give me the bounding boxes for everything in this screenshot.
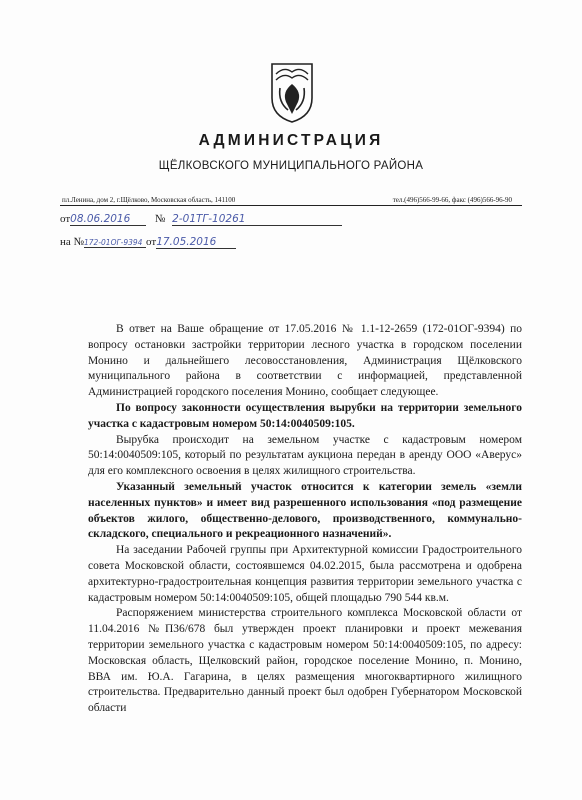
paragraph: Распоряжением министерства строительного комплекса Московской области от 11.04.2016 №П36/678 был утвержден проект планировки и проект межевания территории земельного участка с кадастровым номером 50:14:0040509:105, по адресу: Московская область, Щелковский район, городское поселение Монино, п. Монино, ВВА им. Ю.А. Гагарина, в целях размещения многоквартирного жилищного строительства. Предварительно данный проект был одобрен Губернатором Московской области (88, 607, 522, 715)
address-line: пл.Ленина, дом 2, г.Щёлково, Московская область, 141100 (62, 196, 236, 204)
number-label: № (154, 213, 166, 225)
to-label: на № (60, 236, 85, 248)
page-subtitle: ЩЁЛКОВСКОГО МУНИЦИПАЛЬНОГО РАЙОНА (158, 160, 424, 172)
outgoing-number: 2-01ТГ-10261 (172, 213, 342, 226)
paragraph-bold: Указанный земельный участок относится к категории земель «земли населенных пунктов» и имеет вид разрешенного использования «под размещение объектов жилого, общественно-делового, производственного, коммунально-складского, специального и рекреационного назначений». (88, 480, 522, 541)
header-divider (60, 205, 522, 206)
paragraph: Вырубка происходит на земельном участке с кадастровым номером 50:14:0040509:105, который по результатам аукциона передан в аренду ООО «Аверус» для его комплексного освоения в целях жилищного строительства. (88, 433, 522, 478)
paragraph: На заседании Рабочей группы при Архитектурной комиссии Градостроительного совета Московской области, состоявшемся 04.02.2015, была рассмотрена и одобрена архитектурно-градостроительная концепция развития территории земельного участка с кадастровым номером 50:14:0040509:105, общей площадью 790 544 кв.м. (88, 544, 522, 604)
outgoing-date: 08.06.2016 (70, 213, 146, 226)
phone-line: тел.(496)566-99-66, факс (496)566-96-90 (392, 196, 512, 204)
page-title: АДМИНИСТРАЦИЯ (198, 132, 384, 149)
to-from-label: от (146, 236, 157, 248)
incoming-date: 17.05.2016 (156, 236, 236, 249)
letter-body (88, 322, 522, 717)
outgoing-reference (60, 213, 342, 226)
incoming-number: 172-01ОГ-9394 (84, 238, 146, 248)
coat-of-arms-emblem (268, 62, 316, 124)
paragraph-heading: По вопросу законности осуществления вырубки на территории земельного участка с кадастровым номером 50:14:0040509:105. (88, 401, 522, 430)
incoming-reference (60, 236, 236, 249)
from-label: от (60, 213, 71, 225)
paragraph: В ответ на Ваше обращение от 17.05.2016 № 1.1-12-2659 (172-01ОГ-9394) по вопросу остановки застройки территории лесного участка в городском поселении Монино и дальнейшего лесовосстановления, Администрация Щёлковского муниципального района в соответствии с информацией, представленной Администрацией городского поселения Монино, сообщает следующее. (88, 323, 522, 399)
